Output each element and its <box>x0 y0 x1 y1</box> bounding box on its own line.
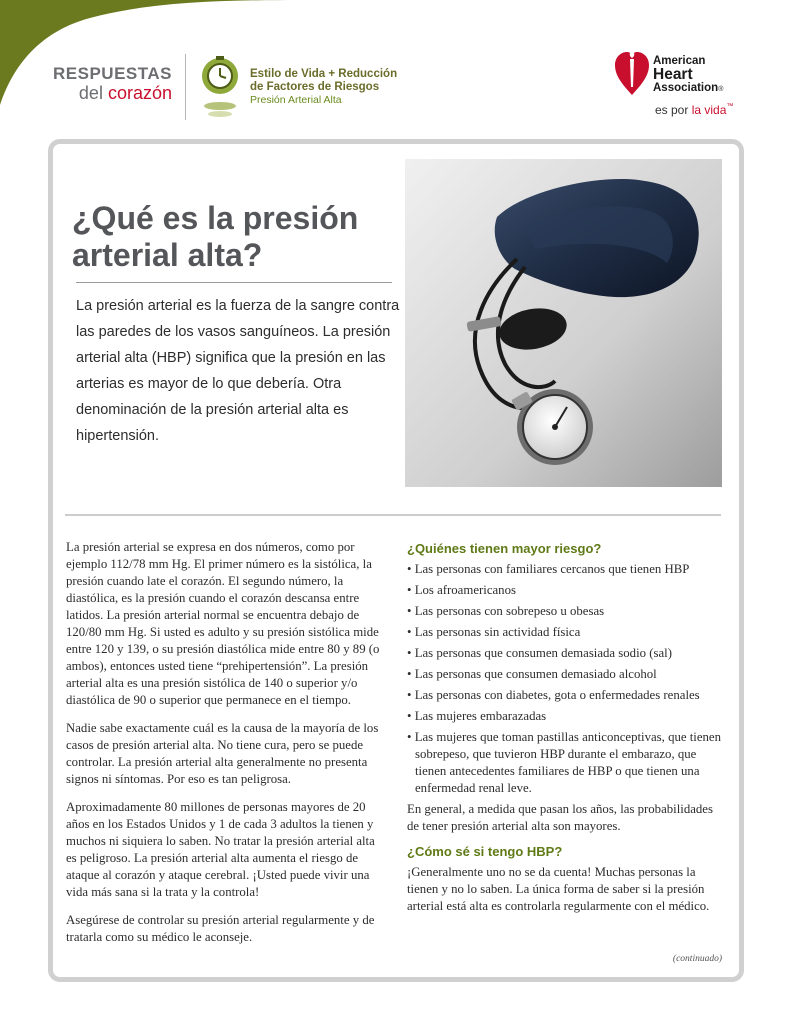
risk-heading: ¿Quiénes tienen mayor riesgo? <box>407 541 602 556</box>
risk-list <box>407 561 725 797</box>
topic-line2: de Factores de Riesgos <box>250 81 380 93</box>
continued-note: (continuado) <box>672 954 722 964</box>
right-column <box>407 540 725 923</box>
brand-line1: RESPUESTAS <box>53 64 172 83</box>
brand-del: del <box>78 83 108 103</box>
tagline-prefix: es por <box>655 103 692 117</box>
brand-line2 <box>46 83 172 103</box>
brand-corazon: corazón <box>107 83 172 103</box>
blood-pressure-cuff-photo <box>405 159 722 487</box>
list-item: • Las mujeres embarazadas <box>407 708 725 725</box>
paragraph-age: En general, a medida que pasan los años, las probabilidades de tener presión arterial alta son mayores. <box>407 802 713 833</box>
list-item: • Las personas con familiares cercanos que tienen HBP <box>407 561 725 578</box>
lead-paragraph: La presión arterial es la fuerza de la sangre contra las paredes de los vasos sanguíneos. La presión arterial alta (HBP) significa que la presión en las arterias es mayor de lo que debería. Otra denominación de la presión arterial alta es hipertensión. <box>76 298 400 444</box>
tagline <box>655 103 733 117</box>
list-item: • Los afroamericanos <box>407 582 725 599</box>
aha-line2: Heart <box>653 66 693 83</box>
title-divider <box>76 282 392 283</box>
aha-line1: American <box>653 55 706 67</box>
list-item: • Las personas con diabetes, gota o enfermedades renales <box>407 687 725 704</box>
page-title: ¿Qué es la presión arterial alta? <box>72 200 359 273</box>
diagnosis-heading: ¿Cómo sé si tengo HBP? <box>407 844 563 859</box>
topic-line1: Estilo de Vida + Reducción <box>250 68 398 80</box>
paragraph-numbers: La presión arterial se expresa en dos números, como por ejemplo 112/78 mm Hg. El primer número es la sistólica, la presión cuando late el corazón. El segundo número, la diastólica, es la presión cuando el corazón descansa entre latidos. La presión arterial normal se encuentra debajo de 120/80 mm Hg. Si usted es adulto y su presión sistólica mide entre 120 y 139, o su presión diastólica mide entre 80 y 89 (o ambos), entonces usted tiene “prehipertensión”. La presión arterial alta es una presión sistólica de 140 o superior y/o diastólica de 90 o superior que permanece en el tiempo. <box>66 540 380 707</box>
aha-line3 <box>653 82 723 96</box>
heart-torch-logo-icon <box>615 47 649 99</box>
aha-wordmark <box>653 55 723 96</box>
topic-label <box>250 68 397 107</box>
header-divider <box>185 54 186 120</box>
list-item: • Las personas sin actividad física <box>407 624 725 641</box>
list-item: • Las personas que consumen demasiado alcohol <box>407 666 725 683</box>
topic-line3: Presión Arterial Alta <box>250 94 342 106</box>
tagline-trademark: ™ <box>726 103 734 110</box>
aha-registered-mark: ® <box>718 86 724 93</box>
paragraph-diagnosis: ¡Generalmente uno no se da cuenta! Muchas personas la tienen y no lo saben. La única forma de saber si la presión arterial está alta es controlarla regularmente con el médico. <box>407 865 710 913</box>
left-column <box>66 539 384 957</box>
clock-icon <box>200 56 240 120</box>
aha-line3-text: Association <box>653 82 719 94</box>
list-item: • Las personas que consumen demasiada sodio (sal) <box>407 645 725 662</box>
paragraph-advice: Asegúrese de controlar su presión arterial regularmente y de tratarla como su médico le aconseje. <box>66 913 375 944</box>
list-item: • Las mujeres que toman pastillas anticonceptivas, que tienen sobrepeso, que tuvieron HBP durante el embarazo, que tienen antecedentes familiares de HBP o que tienen una enfermedad renal leve. <box>407 729 725 797</box>
paragraph-statistics: Aproximadamente 80 millones de personas mayores de 20 años en los Estados Unidos y 1 de cada 3 adultos la tienen y muchos ni siquiera lo saben. No tratar la presión arterial alta es peligroso. La presión arterial alta aumenta el riesgo de ataque al corazón y ataque cerebral. ¡Usted puede vivir una vida más sana si la trata y la controla! <box>66 800 375 899</box>
paragraph-cause: Nadie sabe exactamente cuál es la causa de la mayoría de los casos de presión arterial alta. No tiene cura, pero se puede controlar. La presión arterial alta generalmente no presenta signos ni síntomas. Por eso es tan peligrosa. <box>66 721 379 786</box>
brand-logo <box>46 64 172 103</box>
tagline-vida: la vida <box>691 103 727 117</box>
section-divider <box>65 514 721 516</box>
list-item: • Las personas con sobrepeso u obesas <box>407 603 725 620</box>
